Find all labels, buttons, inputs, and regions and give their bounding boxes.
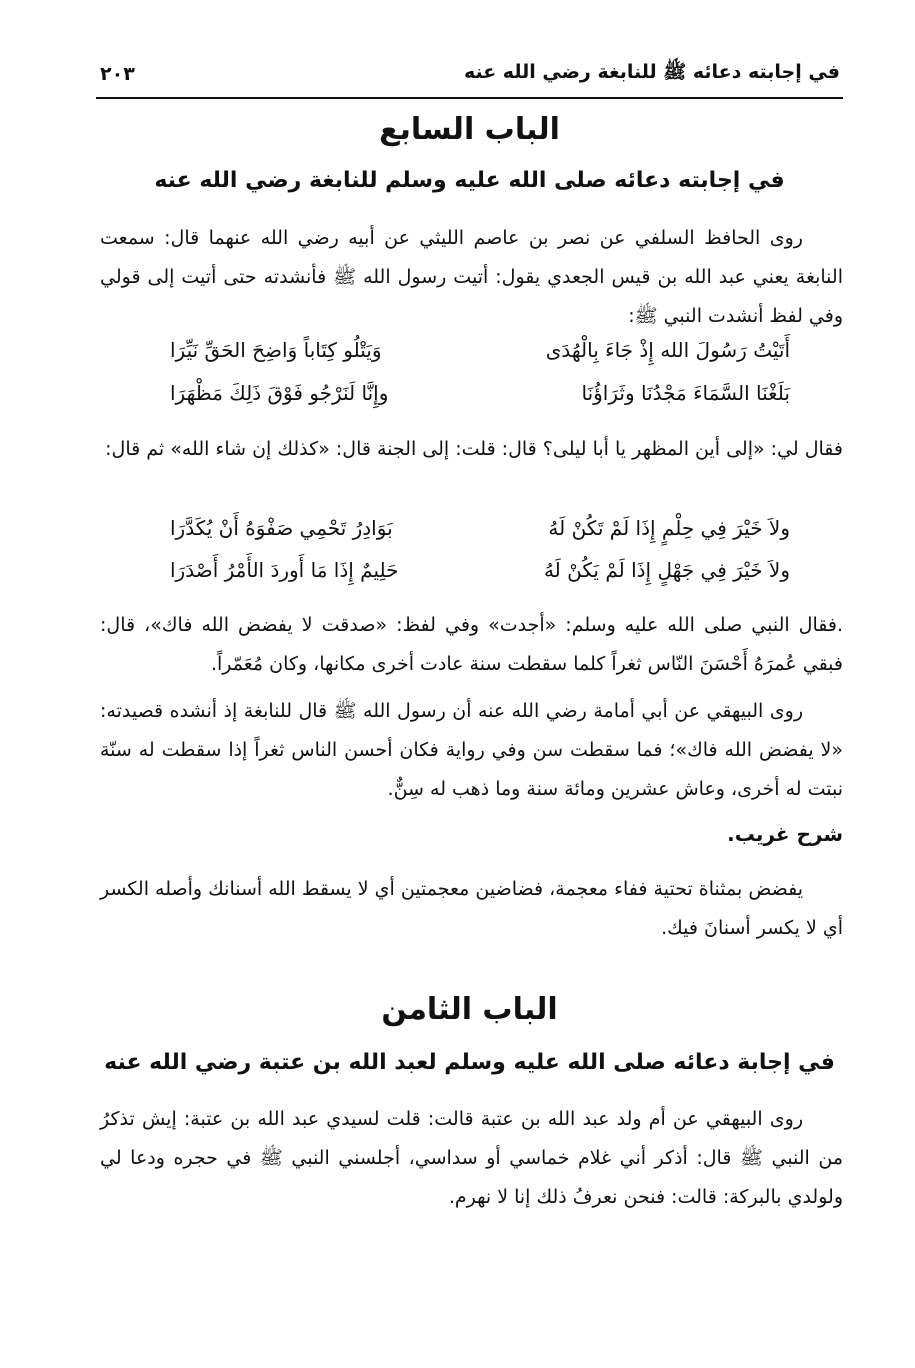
verse-line bbox=[170, 516, 790, 556]
verse-right-hemistich: ولاَ خَيْرَ فِي جَهْلٍ إِذَا لَمْ يَكُنْ لَهُ bbox=[543, 558, 790, 582]
chapter8-title: الباب الثامن bbox=[381, 992, 558, 1027]
gloss-heading: شرح غريب. bbox=[727, 822, 843, 846]
chapter7-subtitle: في إجابته دعائه صلى الله عليه وسلم للنابغة رضي الله عنه bbox=[154, 168, 785, 193]
verse-right-hemistich: بَلَغْنَا السَّمَاءَ مَجْدُنَا وثَرَاؤُنَا bbox=[581, 381, 790, 405]
header-rule bbox=[96, 97, 843, 99]
verse-right-hemistich: أَتَيْتُ رَسُولَ الله إِذْ جَاءَ بِالْهُدَى bbox=[545, 338, 790, 362]
gloss-paragraph: يفضض بمثناة تحتية ففاء معجمة، فضاضين معجمتين أي لا يسقط الله أسنانك وأصله الكسر أي لا يكسر أسنانَ فيك. bbox=[100, 878, 843, 939]
chapter8-paragraph-1: روى البيهقي عن أم ولد عبد الله بن عتبة قالت: قلت لسيدي عبد الله بن عتبة: إيش تذكرُ من النبي ﷺ قال: أذكر أني غلام خماسي أو سداسي، أجلسني النبي ﷺ في حجره ودعا لي ولولدي بالبركة: قالت: فنحن نعرفُ ذلك إنا لا نهرم. bbox=[100, 1108, 843, 1208]
verse-left-hemistich: وإِنَّا لَنَرْجُو فَوْقَ ذَلِكَ مَظْهَرَا bbox=[170, 381, 389, 405]
chapter8-subtitle: في إجابة دعائه صلى الله عليه وسلم لعبد الله بن عتبة رضي الله عنه bbox=[104, 1050, 835, 1075]
chapter7-paragraph-3: .فقال النبي صلى الله عليه وسلم: «أجدت» وفي لفظ: «صدقت لا يفضض الله فاك»، قال: فبقي عُمرَهُ أَحْسَنَ النّاس ثغراً كلما سقطت سنة عادت أخرى مكانها، وكان مُعَمّراً. bbox=[100, 614, 843, 675]
verse-left-hemistich: حَلِيمٌ إِذَا مَا أَوردَ الأَمْرُ أَصْدَرَا bbox=[170, 558, 399, 582]
page-number: ٢٠٣ bbox=[100, 63, 135, 85]
verse-left-hemistich: وَيَتْلُو كِتَاباً وَاضِحَ الحَقِّ نَيِّرَا bbox=[170, 338, 382, 362]
verse-line bbox=[170, 338, 790, 378]
running-header-title: في إجابته دعائه ﷺ للنابغة رضي الله عنه bbox=[463, 61, 840, 83]
chapter7-paragraph-2: فقال لي: «إلى أين المظهر يا أبا ليلى؟ قال: قلت: إلى الجنة قال: «كذلك إن شاء الله» ثم قال: bbox=[105, 438, 843, 460]
chapter7-paragraph-1: روى الحافظ السلفي عن نصر بن عاصم الليثي عن أبيه رضي الله عنهما قال: سمعت النابغة يعني عبد الله بن قيس الجعدي يقول: أتيت رسول الله ﷺ فأنشدته حتى أتيت إلى قولي وفي لفظ أنشدت النبي ﷺ: bbox=[100, 227, 843, 327]
verse-left-hemistich: بَوَادِرُ تَحْمِي صَفْوَهُ أَنْ يُكَدَّرَا bbox=[170, 516, 393, 540]
verse-line bbox=[170, 558, 790, 598]
verse-line bbox=[170, 381, 790, 421]
chapter7-paragraph-4: روى البيهقي عن أبي أمامة رضي الله عنه أن رسول الله ﷺ قال للنابغة إذ أنشده قصيدته: «لا يفضض الله فاك»؛ فما سقطت سن وفي رواية فكان أحسن الناس ثغراً إذا سقطت له سنّة نبتت له أخرى، وعاش عشرين ومائة سنة وما ذهب له سِنٌّ. bbox=[100, 700, 843, 800]
running-header bbox=[100, 56, 840, 92]
verse-right-hemistich: ولاَ خَيْرَ فِي حِلْمٍ إِذَا لَمْ تَكُنْ لَهُ bbox=[548, 516, 790, 540]
chapter7-title: الباب السابع bbox=[379, 112, 560, 147]
